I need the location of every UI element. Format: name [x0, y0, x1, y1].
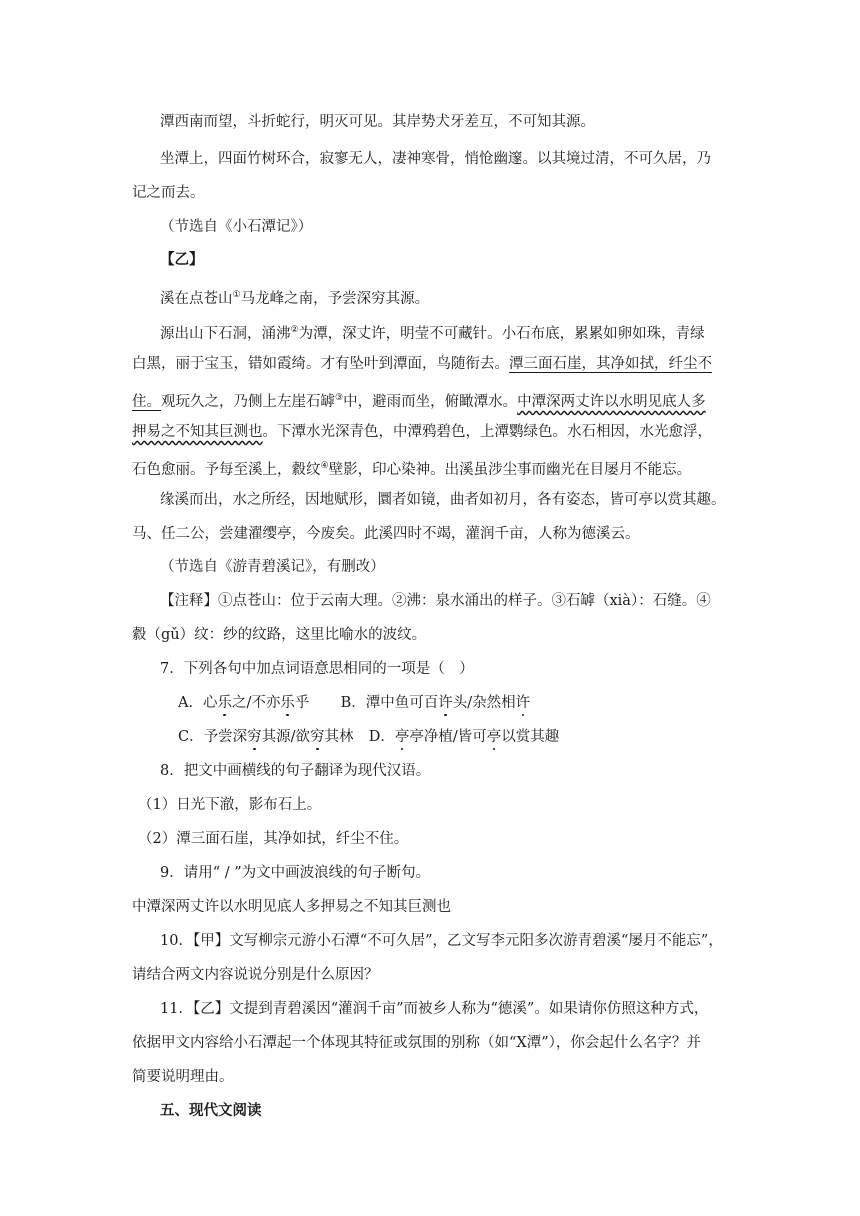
yi-paragraph-2-line-4 — [132, 422, 732, 442]
note-marker-1: ① — [232, 290, 241, 300]
question-10-line-2: 请结合两文内容说说分别是什么原因？ — [132, 967, 379, 983]
wavy-sentence-part-1: 中潭深两丈许以水明见底人多 — [517, 393, 706, 410]
yi-p2-l3-text-b: 中，避雨而坐，俯瞰潭水。 — [343, 393, 518, 410]
jia-source: （节选自《小石潭记》） — [160, 219, 313, 235]
yi-paragraph-1 — [160, 285, 760, 309]
yi-source: （节选自《游青碧溪记》，有删改） — [160, 559, 385, 575]
note-marker-4: ④ — [320, 461, 329, 471]
question-8-sentence-2: （2）潭三面石崖，其净如拭，纤尘不住。 — [138, 831, 409, 847]
dotted-char: 乐 — [217, 695, 232, 711]
question-7-options-cd — [178, 727, 778, 747]
question-8-stem: 8．把文中画横线的句子翻译为现代汉语。 — [160, 763, 431, 779]
dotted-char: 许 — [515, 695, 531, 711]
question-11-line-2: 依据甲文内容给小石潭起一个体现其特征或氛围的别称（如“X潭”），你会起什么名字？并 — [132, 1035, 701, 1051]
yi-p2-l4-text: 。下潭水光深青色，中潭鸦碧色，上潭鹦绿色。水石相因，水光愈浮， — [262, 424, 712, 440]
yi-p2-l1-text-a: 源出山下石洞，涌沸 — [160, 325, 291, 342]
option-d: D．亭亭净植/皆可亭以赏其趣 — [368, 729, 560, 745]
notes-line-1: 【注释】①点苍山：位于云南大理。②沸：泉水涌出的样子。③石罅（xià）：石缝。④ — [160, 593, 711, 609]
underlined-sentence-part-2: 住。 — [132, 393, 161, 410]
yi-paragraph-3-line-2: 马、任二公，尝建濯缨亭，今废矣。此溪四时不竭，灌润千亩，人称为德溪云。 — [132, 526, 640, 542]
dotted-char: 穷 — [247, 729, 262, 745]
yi-paragraph-2-line-1 — [160, 320, 760, 344]
dotted-char: 许 — [438, 695, 453, 711]
dotted-char: 穷 — [310, 729, 325, 745]
yi-p1-text-a: 溪在点苍山 — [160, 290, 233, 307]
question-10-line-1: 10．【甲】文写柳宗元游小石潭“不可久居”，乙文写李元阳多次游青碧溪“屡月不能忘”， — [160, 933, 723, 949]
dotted-char: 亭 — [486, 729, 502, 745]
question-11-line-1: 11．【乙】文提到青碧溪因“灌润千亩”而被乡人称为“德溪”。如果请你仿照这种方式， — [160, 1001, 709, 1017]
question-7-options-ab — [178, 693, 778, 713]
yi-p2-l1-text-b: 为潭，深丈许，明莹不可藏针。小石布底，累累如卵如珠，青绿 — [298, 325, 705, 342]
note-marker-3: ③ — [335, 393, 344, 403]
yi-paragraph-2-line-2 — [132, 354, 732, 374]
question-11-line-3: 简要说明理由。 — [132, 1069, 234, 1085]
jia-paragraph-2-line-2: 记之而去。 — [132, 185, 205, 201]
wavy-sentence-part-2: 押易之不知其巨测也 — [132, 424, 263, 440]
question-7-stem: 7．下列各句中加点词语意思相同的一项是（ ） — [160, 661, 474, 677]
dotted-char: 亭 — [394, 729, 410, 745]
option-a: A．心乐之/不亦乐乎 — [178, 695, 310, 711]
yi-p2-l3-text-a: 观玩久之，乃侧上左崖石罅 — [161, 393, 335, 410]
notes-line-2: 縠（gǔ）纹：纱的纹路，这里比喻水的波纹。 — [132, 627, 427, 643]
yi-paragraph-2-line-5 — [132, 456, 732, 480]
yi-p2-l5-text-b: 壁影，印心染神。出溪虽涉尘事而幽光在目屡月不能忘。 — [328, 461, 692, 478]
yi-p2-l5-text-a: 石色愈丽。予每至溪上，縠纹 — [132, 461, 321, 478]
dotted-char: 乐 — [280, 695, 295, 711]
jia-paragraph-1: 潭西南而望，斗折蛇行，明灭可见。其岸势犬牙差互，不可知其源。 — [160, 114, 595, 130]
yi-paragraph-2-line-3 — [132, 388, 732, 412]
option-c: C．予尝深穷其源/欲穷其林 — [178, 729, 354, 745]
question-9-stem: 9．请用“ / ”为文中画波浪线的句子断句。 — [160, 865, 431, 881]
option-b: B．潭中鱼可百许头/杂然相许 — [340, 695, 531, 711]
jia-paragraph-2-line-1: 坐潭上，四面竹树环合，寂寥无人，凄神寒骨，悄怆幽邃。以其境过清，不可久居，乃 — [160, 151, 711, 167]
note-marker-2: ② — [290, 325, 299, 335]
question-8-sentence-1: （1）日光下澈，影布石上。 — [138, 797, 322, 813]
question-9-sentence: 中潭深两丈许以水明见底人多押易之不知其巨测也 — [132, 899, 451, 915]
yi-p2-l2-text: 白黑，丽于宝玉，错如霞绮。才有坠叶到潭面，鸟随衔去。 — [132, 356, 509, 372]
yi-p1-text-b: 马龙峰之南，予尝深穷其源。 — [240, 290, 430, 307]
yi-paragraph-3-line-1: 缘溪而出，水之所经，因地赋形，圜者如镜，曲者如初月，各有姿态，皆可亭以赏其趣。 — [160, 492, 726, 508]
section-5-heading: 五、现代文阅读 — [160, 1102, 262, 1119]
underlined-sentence-part-1: 潭三面石崖，其净如拭，纤尘不 — [509, 356, 712, 372]
yi-label: 【乙】 — [160, 251, 204, 268]
